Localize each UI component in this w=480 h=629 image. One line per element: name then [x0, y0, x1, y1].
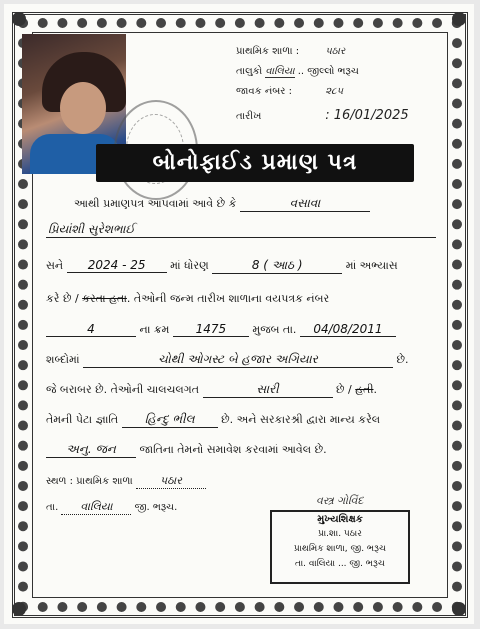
taluka-line [46, 500, 177, 515]
date-label: તારીખ [236, 111, 262, 122]
taluka-value: વાલિયા [265, 66, 295, 77]
corner-ornament [12, 602, 26, 616]
school-label: પ્રાથમિક શાળા : [236, 46, 300, 57]
caste-field: હિન્દુ ભીલ [122, 412, 218, 428]
district-footer: જી. ભરૂચ. [134, 502, 178, 513]
principal-stamp [270, 510, 410, 584]
corner-ornament [452, 12, 466, 26]
header-outward [236, 86, 343, 97]
dob-words-field: ચોથી ઓગસ્ટ બે હજાર અગિયાર [83, 352, 393, 368]
certificate-page [4, 4, 474, 624]
register-no-field: 4 [46, 322, 136, 337]
outward-label: જાવક નંબર : [236, 86, 293, 97]
body-line-7 [46, 382, 377, 398]
body-line-2 [46, 222, 436, 238]
stamp-line-3: પ્રાથમિક શાળા, જી. ભરૂચ [293, 544, 387, 554]
ta-value: વાલિયા [61, 500, 131, 515]
stamp-line-2: પ્રા.શા. પઠાર [318, 529, 362, 539]
place-value: પઠાર [136, 474, 206, 489]
line9-suffix: જાતિના તેમનો સમાવેશ કરવામાં આવેલ છે. [139, 443, 327, 456]
conduct-field: સારી [203, 382, 333, 398]
line6-prefix: શબ્દોમાં [46, 353, 80, 366]
certificate-title: બોનોફાઈડ પ્રમાણ પત્ર [96, 144, 414, 182]
body-line-6 [46, 352, 409, 368]
corner-ornament [12, 12, 26, 26]
line5-mid2: મુજબ તા. [252, 323, 297, 336]
line4-struck: કરતા હતા [82, 292, 127, 305]
place-line [46, 474, 206, 489]
serial-no-field: 1475 [173, 322, 249, 337]
line5-mid: ના ક્રમ [139, 323, 170, 336]
category-field: અનુ. જન [46, 442, 136, 458]
line3-prefix: સને [46, 259, 64, 272]
dob-field: 04/08/2011 [300, 322, 396, 337]
header-taluka [236, 66, 359, 77]
line8-suffix: છે. અને સરકારશ્રી દ્વારા માન્ય કરેલ [221, 413, 381, 426]
principal-signature: વસ્ત્ર ગોવિંદ [316, 494, 364, 507]
body-line-8 [46, 412, 380, 428]
standard-field: 8 ( આઠ ) [212, 258, 342, 274]
full-name-field: પ્રિયાંશી સુરેશભાઈ [46, 222, 436, 238]
line6-suffix: છે. [396, 353, 409, 366]
district-text: .. જીલ્લો ભરૂચ [297, 66, 359, 77]
place-label: સ્થળ : પ્રાથમિક શાળા [46, 476, 133, 487]
school-value: પઠાર [325, 46, 346, 57]
line8-prefix: તેમની પેટા જ્ઞાતિ [46, 413, 119, 426]
header-school [236, 46, 345, 57]
line3-mid: માં ધોરણ [170, 259, 209, 272]
line4-a: કરે છે / [46, 292, 79, 305]
header-date [236, 108, 409, 123]
stamp-line-4: તા. વાલિયા ... જી. ભરૂચ [294, 559, 385, 569]
line1-text: આથી પ્રમાણપત્ર આપવામાં આવે છે કે [74, 197, 237, 210]
body-line-4 [46, 292, 329, 306]
surname-field: વસાવા [240, 196, 370, 212]
taluka-label: તાલુકો [236, 66, 263, 77]
line7-suffix-a: છે / [336, 383, 352, 396]
line7-prefix: જે બરાબર છે. તેઓની ચાલચલગત [46, 383, 200, 396]
line7-suffix-b: . [373, 383, 377, 396]
body-line-5 [46, 322, 396, 337]
date-value: : 16/01/2025 [325, 108, 409, 123]
outward-value: ૨૮૫ [325, 86, 344, 97]
year-field: 2024 - 25 [67, 258, 167, 273]
body-line-9 [46, 442, 327, 458]
body-line-3 [46, 258, 398, 274]
ta-label: તા. [46, 502, 59, 513]
line4-b: . તેઓની જન્મ તારીખ શાળાના વયપત્રક નંબર [126, 292, 330, 305]
body-line-1 [74, 196, 370, 212]
line3-suffix: માં અભ્યાસ [345, 259, 398, 272]
corner-ornament [452, 602, 466, 616]
line7-struck: હતી [355, 383, 374, 396]
stamp-line-1: મુખ્યશિક્ષક [317, 514, 363, 525]
